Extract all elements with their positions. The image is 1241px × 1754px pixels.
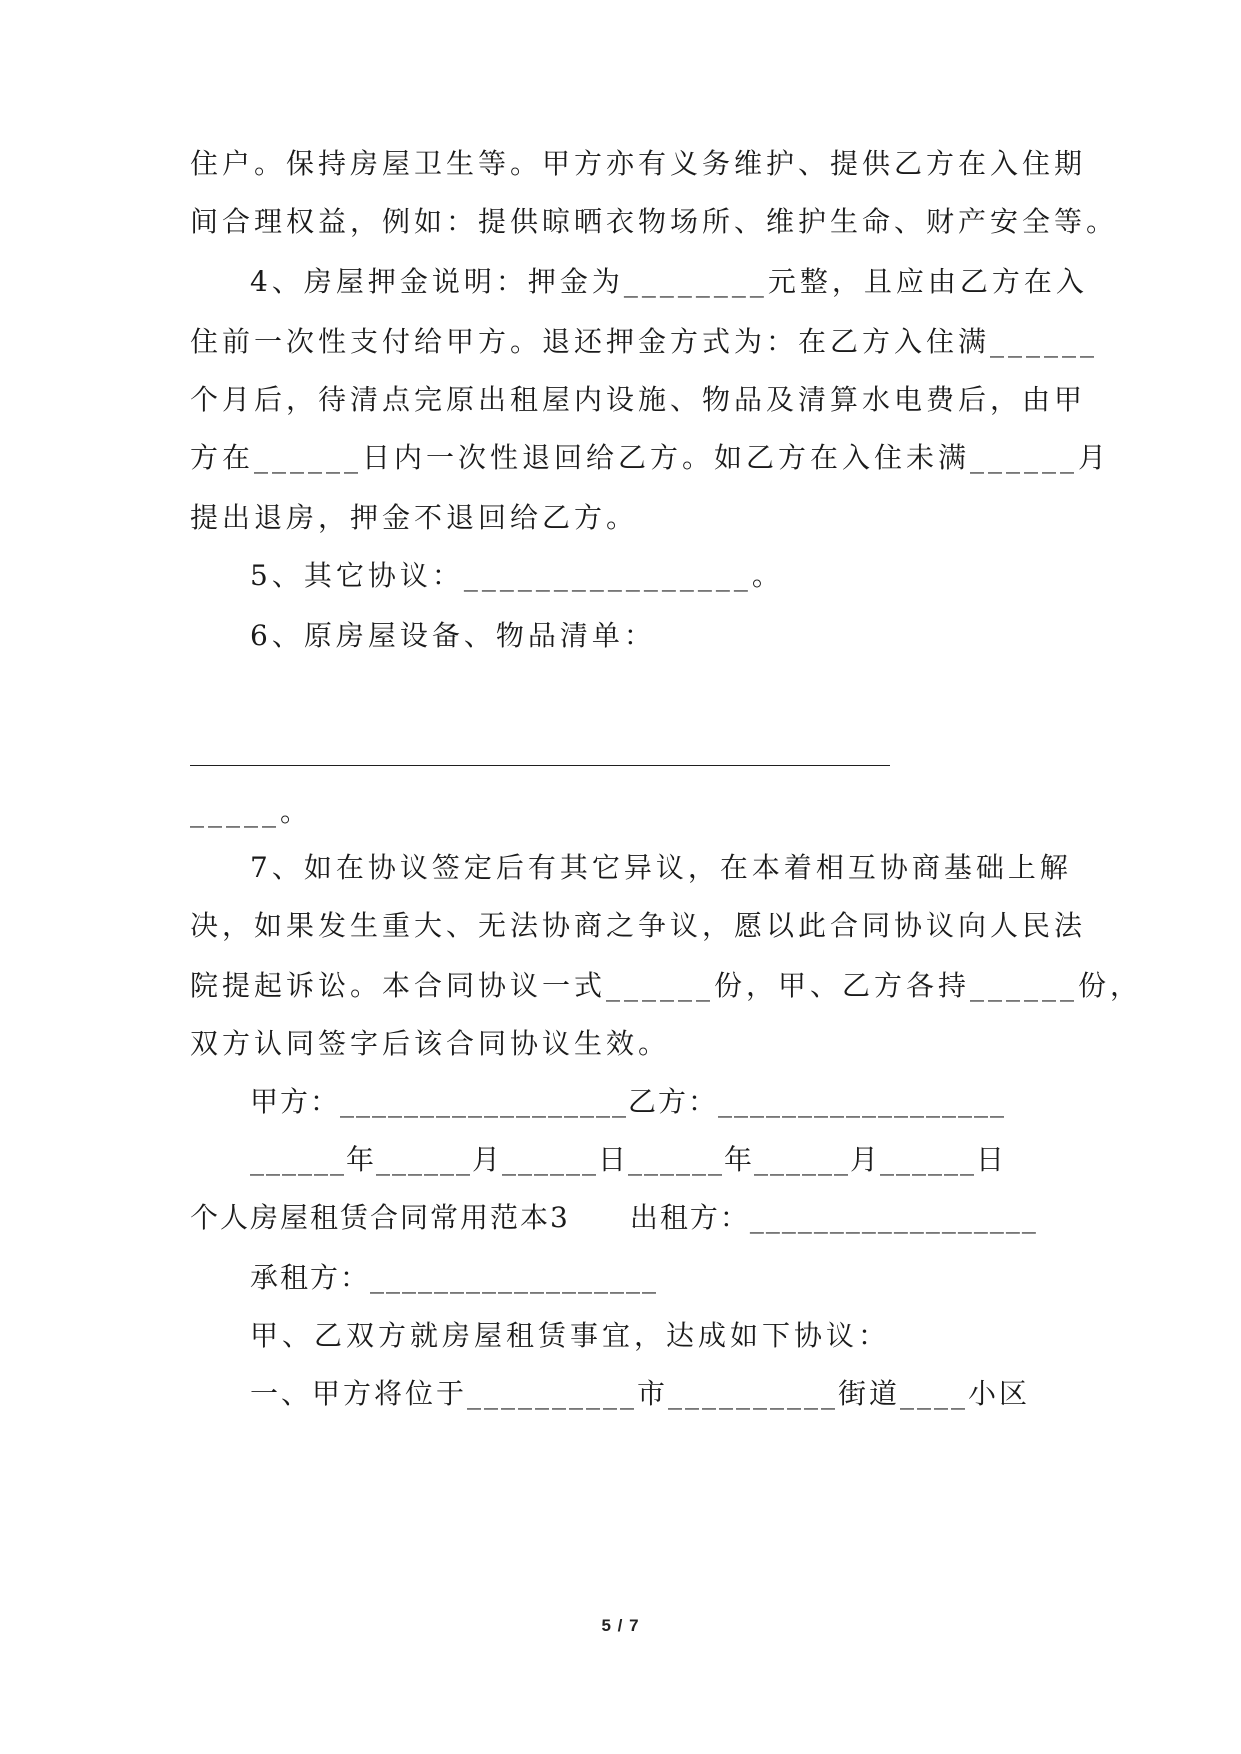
clause-4-line: 4、房屋押金说明：押金为________元整，且应由乙方在入 (250, 265, 1088, 298)
text-line: 间合理权益，例如：提供晾晒衣物场所、维护生命、财产安全等。 (190, 205, 1119, 238)
text-line: 双方认同签字后该合同协议生效。 (190, 1027, 671, 1060)
page-number: 5 / 7 (601, 1616, 640, 1635)
blank-line-end: _____。 (190, 795, 313, 828)
text-line: 住前一次性支付给甲方。退还押金方式为：在乙方入住满______ (190, 325, 1099, 358)
text-line: 方在______日内一次性退回给乙方。如乙方在入住未满______月 (190, 441, 1111, 474)
signature-line: 甲方：__________________乙方：__________________ (250, 1085, 1007, 1118)
template-title-line: 个人房屋租赁合同常用范本3 出租方：__________________ (190, 1201, 1038, 1234)
clause-6-line: 6、原房屋设备、物品清单： (250, 619, 656, 652)
text-line: 提出退房，押金不退回给乙方。 (190, 501, 639, 534)
lessee-line: 承租方：__________________ (250, 1261, 659, 1294)
text-line: 住户。保持房屋卫生等。甲方亦有义务维护、提供乙方在入住期 (190, 147, 1087, 180)
text-line: 院提起诉讼。本合同协议一式______份，甲、乙方各持______份， (190, 969, 1143, 1002)
clause-5-line: 5、其它协议：________________。 (250, 559, 784, 592)
clause-7-line: 7、如在协议签定后有其它异议，在本着相互协商基础上解 (250, 851, 1072, 884)
date-line: ______年______月______日______年______月______日 (250, 1143, 1007, 1176)
clause-1-line: 一、甲方将位于__________市__________街道____小区 (250, 1377, 1031, 1410)
blank-line: ________________________________________________________ (190, 737, 890, 766)
text-line: 决，如果发生重大、无法协商之争议，愿以此合同协议向人民法 (190, 909, 1087, 942)
agreement-intro-line: 甲、乙双方就房屋租赁事宜，达成如下协议： (250, 1319, 891, 1352)
text-line: 个月后，待清点完原出租屋内设施、物品及清算水电费后，由甲 (190, 383, 1087, 416)
